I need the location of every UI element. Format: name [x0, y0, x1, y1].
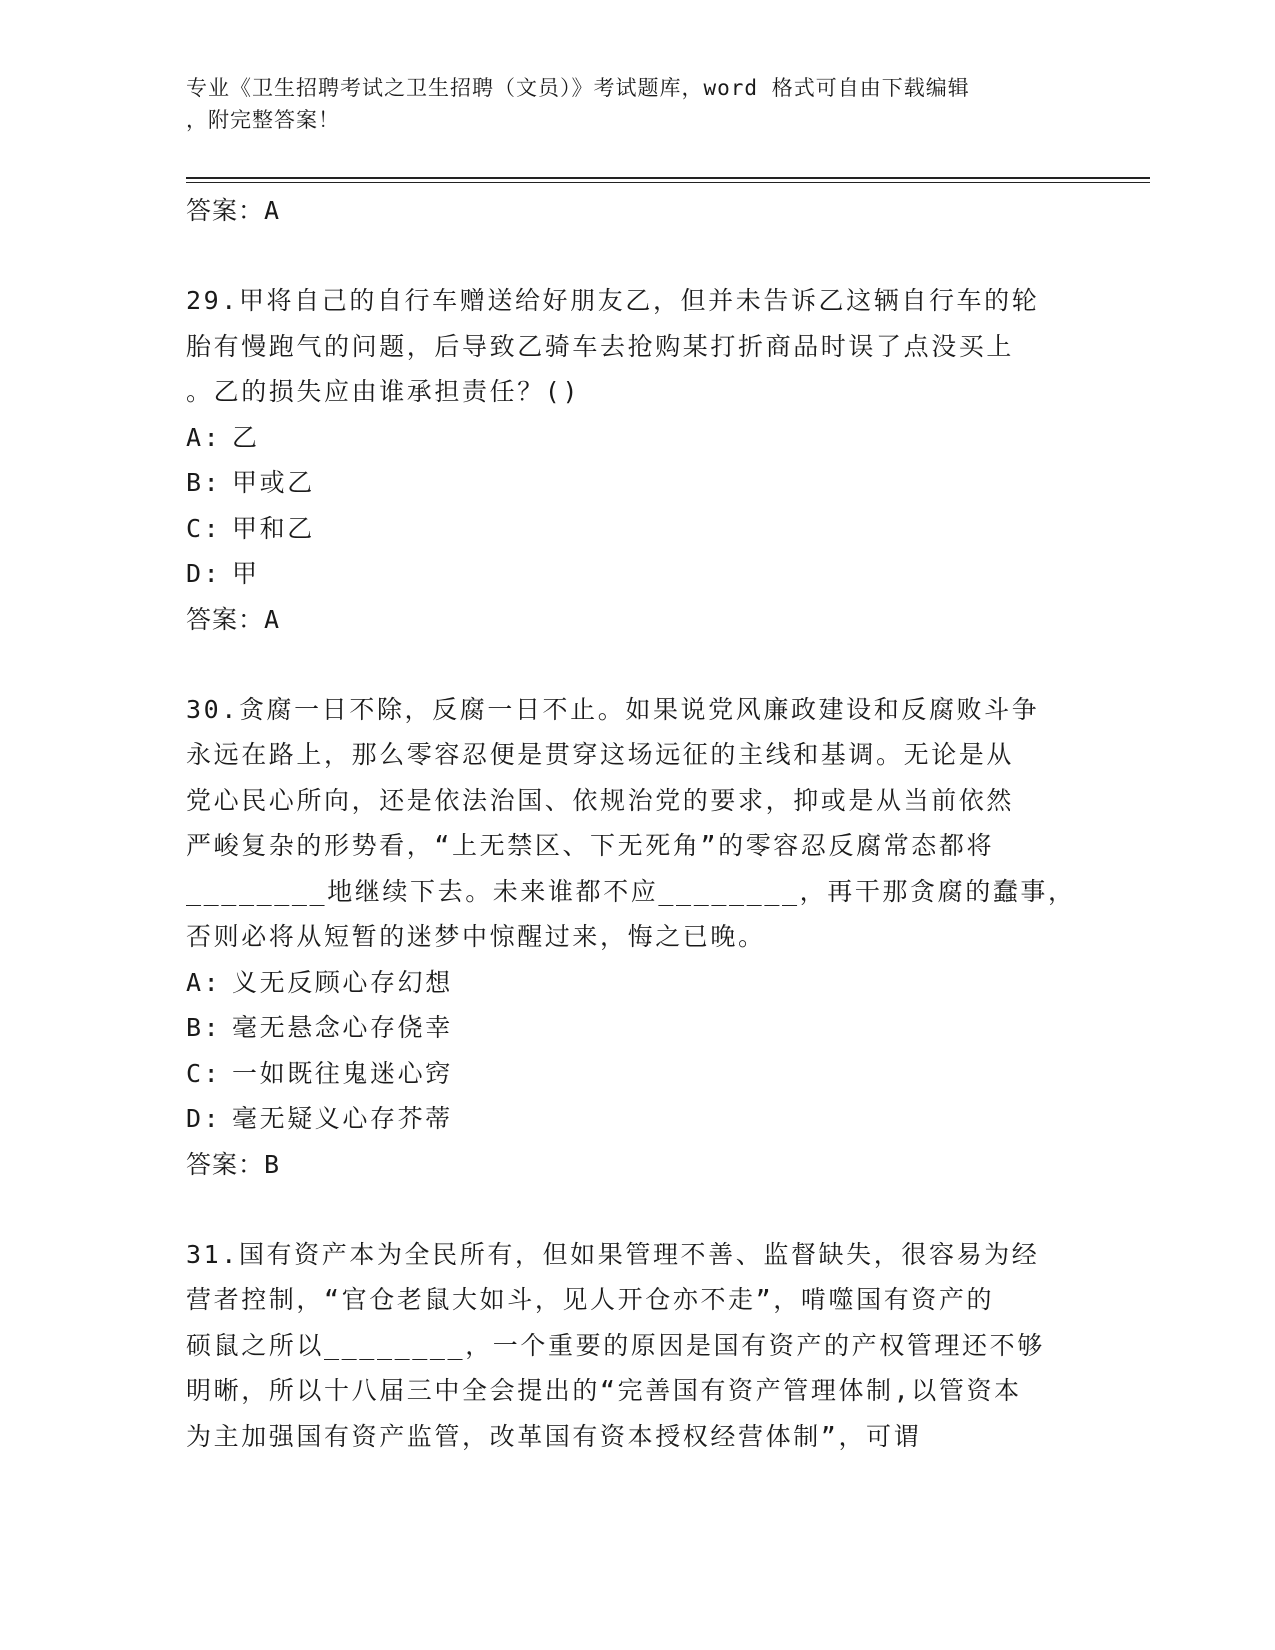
header-divider-thick — [186, 177, 1150, 179]
question-30-line-1: 30.贪腐一日不除，反腐一日不止。如果说党风廉政建设和反腐败斗争 — [186, 694, 1040, 724]
question-30-option-c: C: 一如既往鬼迷心窍 — [186, 1058, 453, 1088]
question-29 — [186, 278, 1086, 642]
previous-answer: 答案：A — [186, 196, 281, 225]
question-30-option-b: B: 毫无悬念心存侥幸 — [186, 1013, 453, 1042]
question-30-line-2: 永远在路上，那么零容忍便是贯穿这场远征的主线和基调。无论是从 — [186, 740, 1015, 769]
question-31-line-2: 营者控制，“官仓老鼠大如斗，见人开仓亦不走”，啃噬国有资产的 — [186, 1285, 995, 1314]
question-29-line-3: 。乙的损失应由谁承担责任？() — [186, 377, 581, 406]
question-29-option-d: D: 甲 — [186, 559, 260, 588]
question-30-option-d: D: 毫无疑义心存芥蒂 — [186, 1104, 453, 1133]
question-30-line-3: 党心民心所向，还是依法治国、依规治党的要求，抑或是从当前依然 — [186, 785, 1015, 815]
question-29-option-c: C: 甲和乙 — [186, 513, 315, 543]
question-31-line-4: 明晰，所以十八届三中全会提出的“完善国有资产管理体制,以管资本 — [186, 1376, 1022, 1405]
question-30-option-a: A: 义无反顾心存幻想 — [186, 967, 453, 997]
header-line-2: ，附完整答案！ — [186, 108, 340, 132]
question-29-option-a: A: 乙 — [186, 422, 260, 452]
question-29-option-b: B: 甲或乙 — [186, 468, 315, 497]
question-29-answer: 答案：A — [186, 604, 281, 634]
header-line-1: 专业《卫生招聘考试之卫生招聘（文员）》考试题库，word 格式可自由下载编辑 — [186, 76, 970, 100]
question-29-line-2: 胎有慢跑气的问题，后导致乙骑车去抢购某打折商品时误了点没买上 — [186, 331, 1015, 361]
question-30-answer: 答案：B — [186, 1149, 281, 1179]
question-31-line-3: 硕鼠之所以________，一个重要的原因是国有资产的产权管理还不够 — [186, 1330, 1045, 1360]
question-30-line-6: 否则必将从短暂的迷梦中惊醒过来，悔之已晚。 — [186, 922, 766, 951]
question-30-line-5: ________地继续下去。未来谁都不应________，再干那贪腐的蠢事， — [186, 876, 1076, 906]
question-31-line-1: 31.国有资产本为全民所有，但如果管理不善、监督缺失，很容易为经 — [186, 1239, 1040, 1269]
question-30 — [186, 687, 1086, 1187]
question-list — [186, 188, 1086, 1459]
question-29-line-1: 29.甲将自己的自行车赠送给好朋友乙，但并未告诉乙这辆自行车的轮 — [186, 286, 1040, 315]
document-header — [186, 72, 1086, 136]
question-31-line-5: 为主加强国有资产监管，改革国有资本授权经营体制”，可谓 — [186, 1421, 922, 1451]
question-30-line-4: 严峻复杂的形势看，“上无禁区、下无死角”的零容忍反腐常态都将 — [186, 831, 995, 860]
question-31 — [186, 1232, 1086, 1460]
header-divider-thin — [186, 182, 1150, 183]
